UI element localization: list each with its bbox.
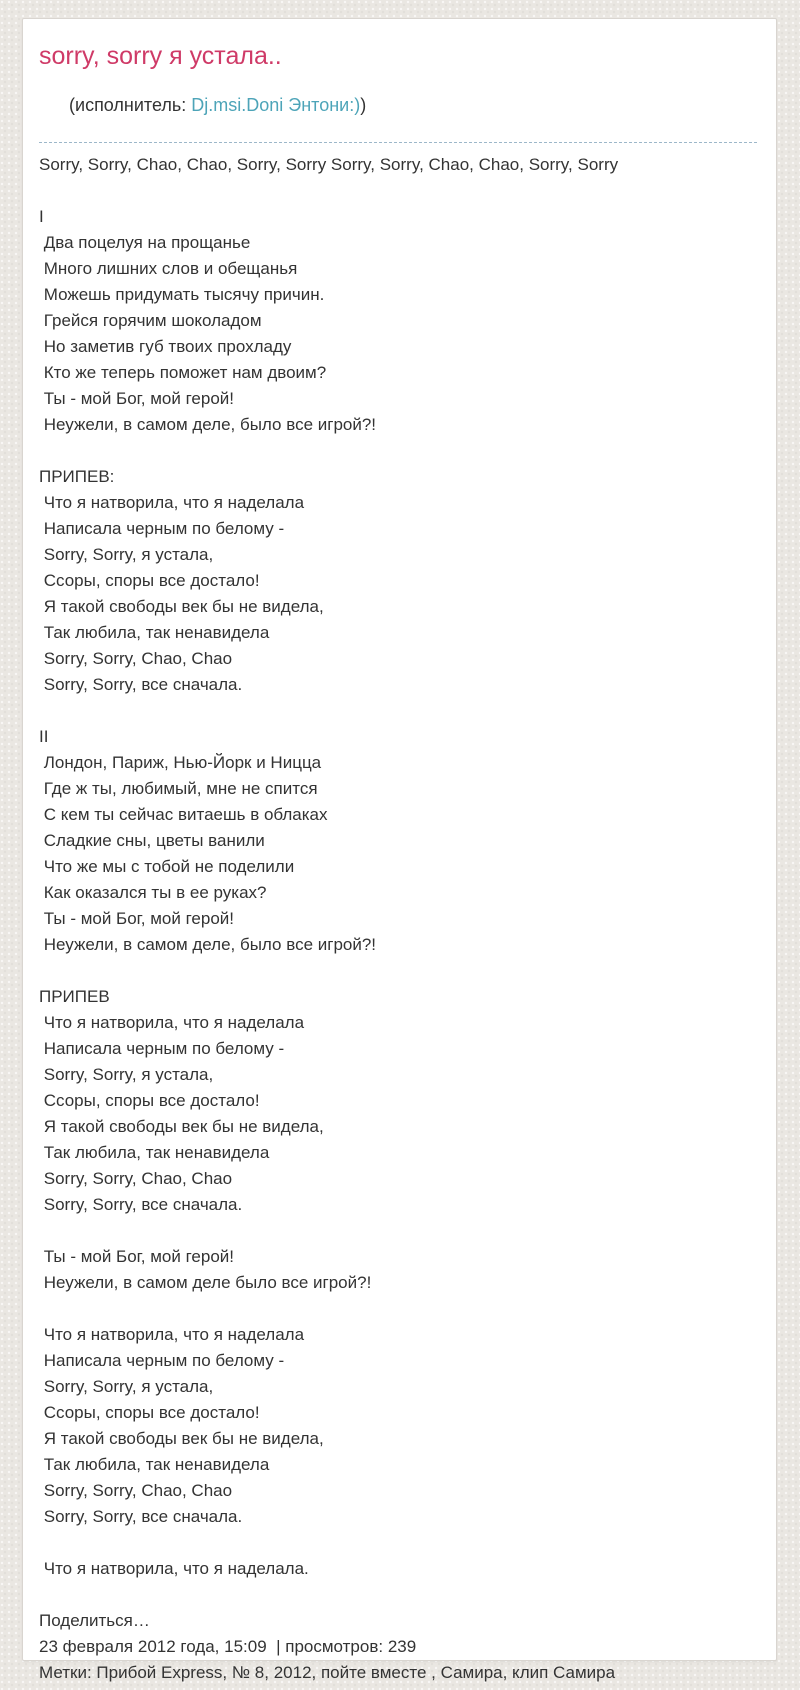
stanza — [39, 1556, 757, 1582]
lyric-line: Ты - мой Бог, мой герой! — [39, 1247, 235, 1266]
lyric-line: Но заметив губ твоих прохладу — [39, 337, 292, 356]
artist-link[interactable]: Dj.msi.Doni Энтони:) — [191, 95, 361, 115]
lyric-line: Так любила, так ненавидела — [39, 623, 270, 642]
lyric-line: Так любила, так ненавидела — [39, 1455, 270, 1474]
lyric-line: Где ж ты, любимый, мне не спится — [39, 779, 318, 798]
lyric-line: С кем ты сейчас витаешь в облаках — [39, 805, 328, 824]
lyric-line: Написала черным по белому - — [39, 1039, 285, 1058]
lyric-line: ПРИПЕВ — [39, 987, 110, 1006]
lyric-line: Что я натворила, что я наделала — [39, 1013, 305, 1032]
lyric-line: Много лишних слов и обещанья — [39, 259, 298, 278]
lyric-line: Ты - мой Бог, мой герой! — [39, 389, 235, 408]
lyric-line: Sorry, Sorry, я устала, — [39, 545, 214, 564]
lyric-line: Что я натворила, что я наделала. — [39, 1559, 309, 1578]
lyric-line: Ссоры, споры все достало! — [39, 1091, 260, 1110]
lyric-line: Так любила, так ненавидела — [39, 1143, 270, 1162]
lyric-line: Я такой свободы век бы не видела, — [39, 597, 324, 616]
lyric-line: ПРИПЕВ: — [39, 467, 115, 486]
lyric-line: Sorry, Sorry, я устала, — [39, 1065, 214, 1084]
song-title: sorry, sorry я устала.. — [39, 42, 282, 70]
lyrics-card — [22, 18, 777, 1682]
lyric-line: Что я натворила, что я наделала — [39, 493, 305, 512]
lyric-line: Ссоры, споры все достало! — [39, 1403, 260, 1422]
date-views-line: 23 февраля 2012 года, 15:09 | просмотров: 239 — [39, 1637, 417, 1656]
lyric-line: Неужели, в самом деле, было все игрой?! — [39, 415, 377, 434]
stanza — [39, 464, 757, 698]
artist-label-suffix: ) — [360, 95, 367, 115]
lyric-line: Можешь придумать тысячу причин. — [39, 285, 325, 304]
lyric-line: Лондон, Париж, Нью-Йорк и Ницца — [39, 753, 322, 772]
lyric-line: I — [39, 207, 44, 226]
stanza — [39, 152, 757, 178]
lyric-line: Что я натворила, что я наделала — [39, 1325, 305, 1344]
lyric-line: Я такой свободы век бы не видела, — [39, 1117, 324, 1136]
lyric-line: Написала черным по белому - — [39, 519, 285, 538]
lyric-line: Sorry, Sorry, все сначала. — [39, 1195, 243, 1214]
stanza — [39, 204, 757, 438]
lyric-line: Два поцелуя на прощанье — [39, 233, 251, 252]
lyric-line: Sorry, Sorry, все сначала. — [39, 675, 243, 694]
stanza — [39, 984, 757, 1218]
lyric-line: Грейся горячим шоколадом — [39, 311, 262, 330]
lyrics — [39, 152, 757, 1582]
lyric-line: Sorry, Sorry, я устала, — [39, 1377, 214, 1396]
stanza — [39, 724, 757, 958]
lyric-line: Sorry, Sorry, Chao, Chao, Sorry, Sorry Sorry, Sorry, Chao, Chao, Sorry, Sorry — [39, 155, 619, 174]
lyric-line: Как оказался ты в ее руках? — [39, 883, 267, 902]
lyric-line: Sorry, Sorry, Chao, Chao — [39, 649, 233, 668]
lyric-line: Что же мы с тобой не поделили — [39, 857, 295, 876]
lyric-line: II — [39, 727, 49, 746]
artist-label: (исполнитель: — [69, 95, 192, 115]
song-header — [39, 41, 757, 143]
artist-line — [39, 72, 757, 138]
lyric-line: Sorry, Sorry, все сначала. — [39, 1507, 243, 1526]
lyric-line: Я такой свободы век бы не видела, — [39, 1429, 324, 1448]
lyric-line: Неужели, в самом деле было все игрой?! — [39, 1273, 372, 1292]
stanza — [39, 1244, 757, 1296]
lyric-line: Неужели, в самом деле, было все игрой?! — [39, 935, 377, 954]
tags-line: Метки: Прибой Express, № 8, 2012, пойте вместе , Самира, клип Самира — [39, 1663, 616, 1682]
lyric-line: Sorry, Sorry, Chao, Chao — [39, 1481, 233, 1500]
lyric-line: Ссоры, споры все достало! — [39, 571, 260, 590]
share-button[interactable]: Поделиться… — [39, 1611, 150, 1630]
lyric-line: Кто же теперь поможет нам двоим? — [39, 363, 327, 382]
stanza — [39, 1322, 757, 1530]
lyric-line: Написала черным по белому - — [39, 1351, 285, 1370]
lyric-line: Sorry, Sorry, Chao, Chao — [39, 1169, 233, 1188]
lyric-line: Сладкие сны, цветы ванили — [39, 831, 265, 850]
lyric-line: Ты - мой Бог, мой герой! — [39, 909, 235, 928]
